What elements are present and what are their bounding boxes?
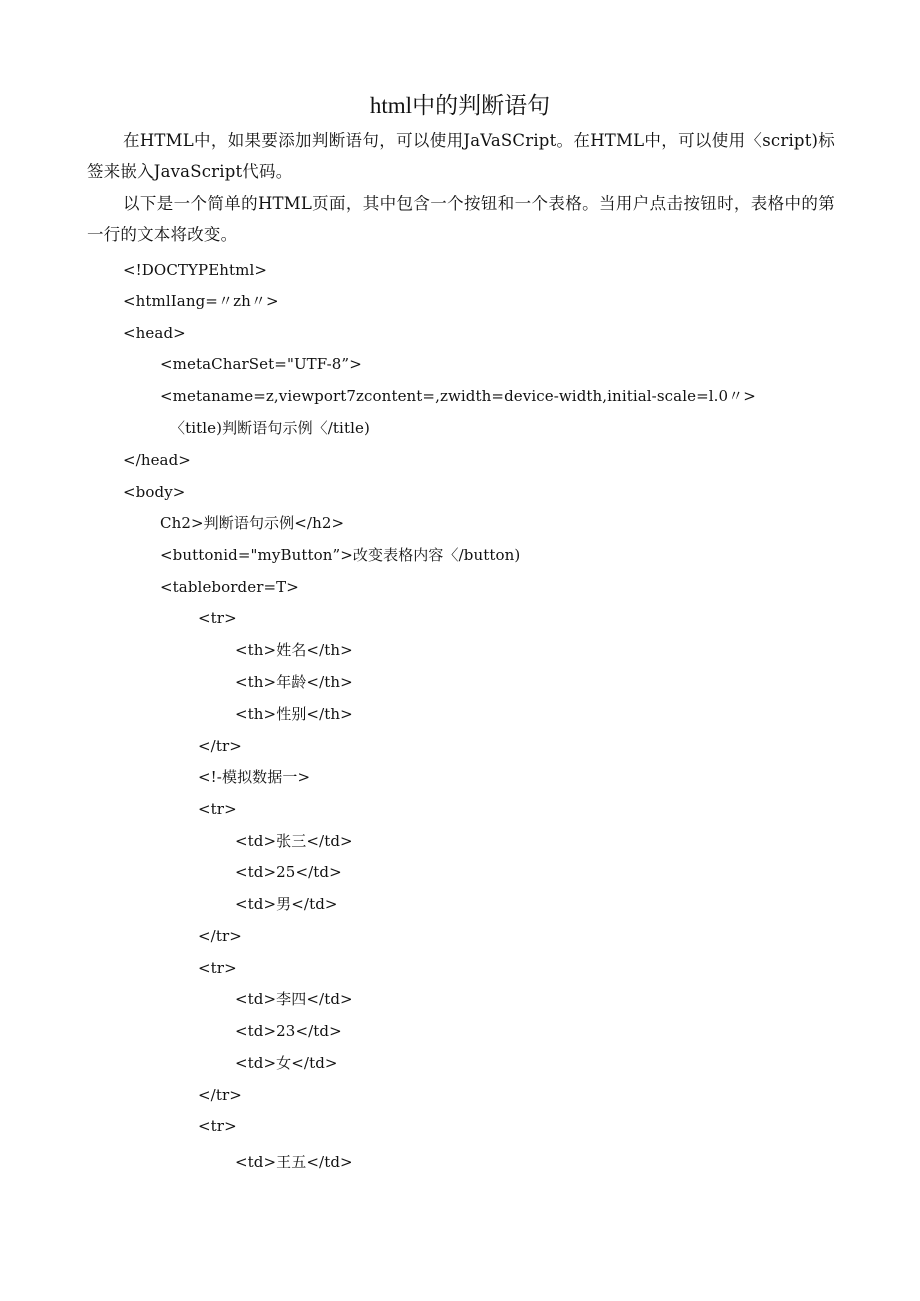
code-line: <!-模拟数据一> (198, 768, 311, 786)
code-line: </tr> (198, 927, 242, 945)
code-line: <metaCharSet="UTF-8”> (160, 355, 362, 373)
code-line: <body> (123, 483, 186, 501)
code-line: <td>25</td> (235, 863, 342, 881)
code-line: <td>女</td> (235, 1054, 338, 1072)
code-line: <td>张三</td> (235, 832, 353, 850)
code-line: </head> (123, 451, 191, 469)
code-line: <tr> (198, 609, 237, 627)
code-line: <tr> (198, 1117, 237, 1135)
code-line: <th>姓名</th> (235, 641, 353, 659)
code-line: <head> (123, 324, 186, 342)
code-line: </tr> (198, 1086, 242, 1104)
code-line: <tr> (198, 959, 237, 977)
code-line: <!DOCTYPEhtml> (123, 261, 268, 279)
code-line: 〈title)判断语句示例〈/title) (170, 419, 370, 437)
code-line: <buttonid="myButton”>改变表格内容〈/button) (160, 546, 521, 564)
code-line: <th>年龄</th> (235, 673, 353, 691)
code-line: <td>23</td> (235, 1022, 342, 1040)
code-line: <tr> (198, 800, 237, 818)
page-title: html中的判断语句 (369, 93, 551, 118)
code-line: <td>男</td> (235, 895, 338, 913)
code-line: <td>李四</td> (235, 990, 353, 1008)
description-paragraph: 以下是一个简单的HTML页面，其中包含一个按钮和一个表格。当用户点击按钮时，表格中的第一行的文本将改变。 (87, 194, 835, 244)
code-line: <htmlIang=〃zh〃> (123, 292, 279, 310)
code-line: Ch2>判断语句示例</h2> (160, 514, 345, 532)
code-line: <tableborder=T> (160, 578, 299, 596)
code-line: <th>性别</th> (235, 705, 353, 723)
intro-paragraph: 在HTML中，如果要添加判断语句，可以使用JaVaSCript。在HTML中，可以使用〈script)标签来嵌入JavaScript代码。 (87, 131, 835, 181)
code-line: </tr> (198, 737, 242, 755)
code-line: <metaname=z,viewport7zcontent=,zwidth=device-width,initial-scale=l.0〃> (160, 387, 756, 405)
code-line: <td>王五</td> (235, 1153, 353, 1171)
